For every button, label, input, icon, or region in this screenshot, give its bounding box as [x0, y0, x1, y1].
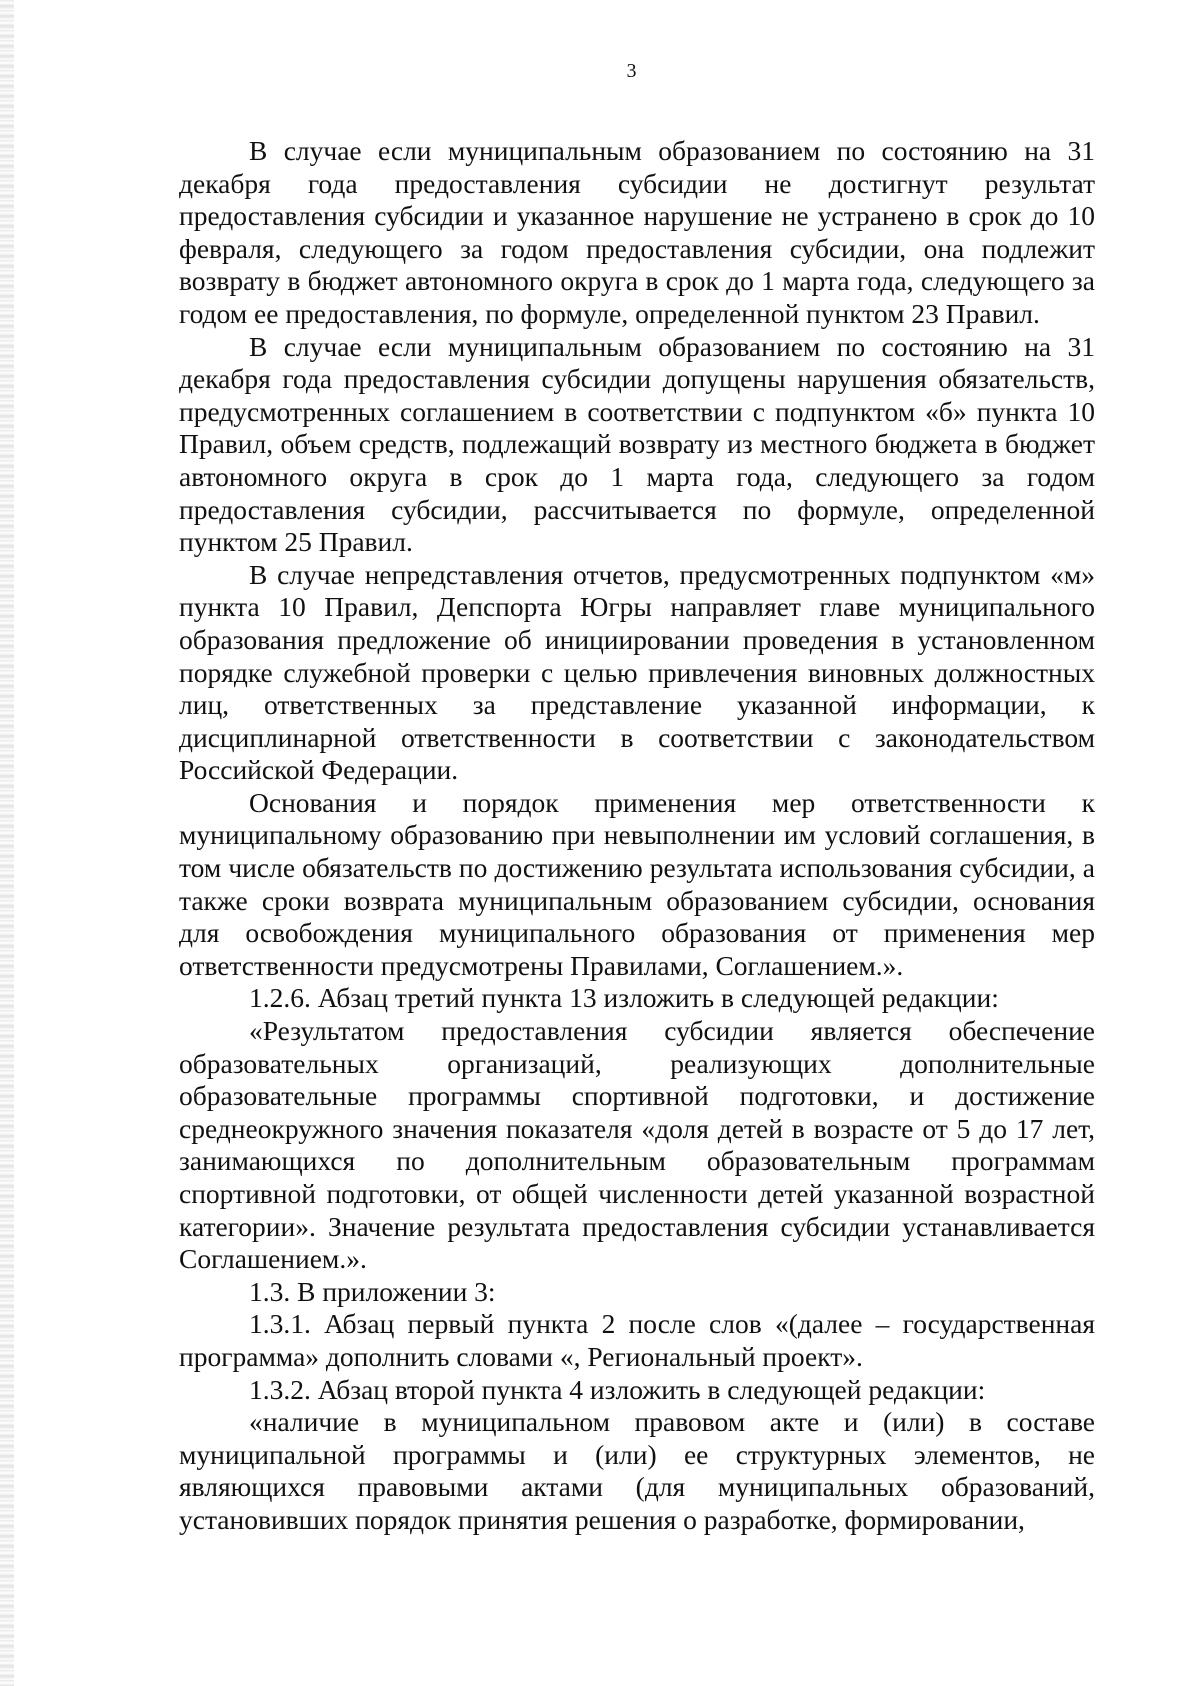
paragraph: В случае непредставления отчетов, предусмотренных подпунктом «м» пункта 10 Правил, Депспорта Югры направляет главе муниципального образования предложение об инициировании проведения в установленном порядке служебной проверки с целью привлечения виновных должностных лиц, ответственных за представление указанной информации, к дисциплинарной ответственности в соответствии с законодательством Российской Федерации.: [179, 558, 1095, 786]
page-number: 3: [626, 60, 637, 82]
paragraph: В случае если муниципальным образованием по состоянию на 31 декабря года предоставления субсидии допущены нарушения обязательств, предусмотренных соглашением в соответствии с подпунктом «б» пункта 10 Правил, объем средств, подлежащий возврату из местного бюджета в бюджет автономного округа в срок до 1 марта года, следующего за годом предоставления субсидии, рассчитывается по формуле, определенной пунктом 25 Правил.: [179, 330, 1095, 558]
paragraph: Основания и порядок применения мер ответственности к муниципальному образованию при невыполнении им условий соглашения, в том числе обязательств по достижению результата использования субсидии, а также сроки возврата муниципальным образованием субсидии, основания для освобождения муниципального образования от применения мер ответственности предусмотрены Правилами, Соглашением.».: [179, 786, 1095, 981]
paragraph: «Результатом предоставления субсидии является обеспечение образовательных организаций, реализующих дополнительные образовательные программы спортивной подготовки, и достижение среднеокружного значения показателя «доля детей в возрасте от 5 до 17 лет, занимающихся по дополнительным образовательным программам спортивной подготовки, от общей численности детей указанной возрастной категории». Значение результата предоставления субсидии устанавливается Соглашением.».: [179, 1015, 1095, 1275]
scan-edge: [0, 0, 14, 1686]
paragraph: 1.3.1. Абзац первый пункта 2 после слов «(далее – государственная программа» дополнить словами «, Региональный проект».: [179, 1308, 1095, 1372]
paragraph: 1.2.6. Абзац третий пункта 13 изложить в следующей редакции:: [249, 982, 999, 1014]
paragraph: «наличие в муниципальном правовом акте и (или) в составе муниципальной программы и (или) ее структурных элементов, не являющихся правовыми актами (для муниципальных образований, установивших порядок принятия решения о разработке, формировании,: [179, 1406, 1095, 1535]
paragraph: В случае если муниципальным образованием по состоянию на 31 декабря года предоставления субсидии не достигнут результат предоставления субсидии и указанное нарушение не устранено в срок до 10 февраля, следующего за годом предоставления субсидии, она подлежит возврату в бюджет автономного округа в срок до 1 марта года, следующего за годом ее предоставления, по формуле, определенной пунктом 23 Правил.: [179, 135, 1095, 329]
paragraph: 1.3.2. Абзац второй пункта 4 изложить в следующей редакции:: [249, 1373, 986, 1405]
paragraph: 1.3. В приложении 3:: [249, 1275, 496, 1307]
document-body: [179, 135, 1095, 1537]
